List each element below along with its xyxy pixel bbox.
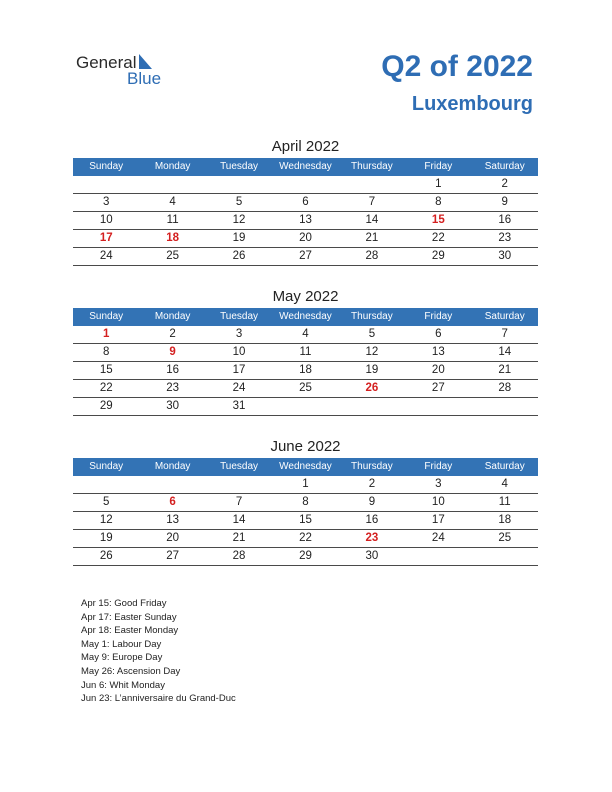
weekday-header: Wednesday (279, 461, 332, 472)
weekday-header: Monday (154, 161, 191, 172)
date-cell: 2 (501, 178, 508, 190)
date-cell: 7 (501, 328, 508, 340)
week-row (73, 248, 538, 266)
date-cell: 2 (368, 478, 376, 490)
month-title: May 2022 (272, 288, 339, 305)
date-cell: 20 (299, 232, 312, 244)
weekday-header-row (73, 158, 538, 176)
weekday-header: Friday (424, 311, 453, 322)
date-cell: 25 (498, 532, 512, 544)
date-cell: 8 (435, 196, 442, 208)
holiday-date-cell: 15 (431, 214, 445, 226)
date-cell: 23 (498, 232, 512, 244)
date-cell: 27 (166, 550, 180, 562)
date-cell: 18 (299, 364, 312, 376)
weekday-header-row (73, 308, 538, 326)
date-cell (339, 398, 405, 415)
date-cell: 4 (169, 196, 176, 208)
month-title: June 2022 (270, 438, 341, 455)
date-cell: 5 (368, 328, 376, 340)
date-cell (206, 176, 272, 193)
week-row (73, 326, 538, 344)
date-cell: 13 (166, 514, 180, 526)
date-cell: 11 (498, 496, 511, 508)
holiday-list-item: Apr 17: Easter Sunday (81, 611, 177, 623)
logo-general-text: General (76, 53, 137, 72)
week-row (73, 362, 538, 380)
date-cell (405, 548, 471, 565)
date-cell: 9 (368, 496, 376, 508)
month-calendar-june (73, 436, 538, 566)
weekday-header: Saturday (484, 461, 525, 472)
date-cell: 1 (435, 178, 442, 190)
holiday-list-item: May 26: Ascension Day (81, 665, 181, 677)
date-cell: 31 (232, 400, 246, 412)
weekday-header: Monday (154, 311, 191, 322)
date-cell: 11 (299, 346, 312, 358)
date-cell: 17 (431, 514, 445, 526)
date-cell: 6 (302, 196, 309, 208)
weekday-header: Thursday (351, 161, 393, 172)
date-cell: 2 (169, 328, 176, 340)
date-cell: 19 (365, 364, 379, 376)
holiday-date-cell: 23 (365, 532, 379, 544)
holiday-date-cell: 1 (103, 328, 110, 340)
week-row (73, 194, 538, 212)
date-cell: 10 (431, 496, 445, 508)
date-cell: 10 (232, 346, 246, 358)
date-cell: 6 (435, 328, 442, 340)
date-cell: 24 (99, 250, 113, 262)
date-cell: 19 (232, 232, 246, 244)
logo-blue-text: Blue (127, 69, 162, 88)
month-title: April 2022 (271, 138, 340, 155)
holiday-list-item: May 9: Europe Day (81, 652, 163, 664)
date-cell: 27 (299, 250, 312, 262)
date-cell: 22 (99, 382, 113, 394)
date-cell: 21 (365, 232, 379, 244)
date-cell (272, 176, 338, 193)
weekday-header: Sunday (89, 161, 124, 172)
week-row (73, 530, 538, 548)
week-row (73, 398, 538, 416)
date-cell: 10 (99, 214, 113, 226)
date-cell: 16 (498, 214, 512, 226)
date-cell (472, 548, 538, 565)
weekday-header: Wednesday (279, 161, 332, 172)
date-cell: 3 (235, 328, 243, 340)
date-cell: 29 (299, 550, 312, 562)
date-cell: 11 (166, 214, 179, 226)
date-cell: 5 (235, 196, 243, 208)
date-cell: 22 (431, 232, 445, 244)
date-cell (339, 176, 405, 193)
date-cell: 3 (103, 196, 110, 208)
week-row (73, 176, 538, 194)
date-cell (73, 476, 139, 493)
date-cell: 12 (365, 346, 379, 358)
holiday-list-item: May 1: Labour Day (81, 638, 162, 650)
date-cell: 12 (232, 214, 246, 226)
date-cell: 14 (232, 514, 246, 526)
holiday-date-cell: 17 (99, 232, 113, 244)
holiday-date-cell: 9 (169, 346, 176, 358)
weekday-header: Thursday (351, 311, 393, 322)
weekday-header: Sunday (89, 461, 124, 472)
date-cell: 20 (431, 364, 445, 376)
date-cell (405, 398, 471, 415)
date-cell: 28 (498, 382, 512, 394)
date-cell: 29 (431, 250, 445, 262)
date-cell: 30 (166, 400, 180, 412)
date-cell: 12 (99, 514, 113, 526)
weekday-header: Saturday (484, 311, 525, 322)
holiday-date-cell: 18 (166, 232, 180, 244)
weekday-header-row (73, 458, 538, 476)
logo-triangle-icon (139, 54, 152, 69)
date-cell: 19 (99, 532, 113, 544)
date-cell: 18 (498, 514, 512, 526)
weekday-header: Wednesday (279, 311, 332, 322)
holiday-list-item: Jun 6: Whit Monday (81, 679, 165, 691)
country-title: Luxembourg (411, 93, 533, 115)
date-cell: 25 (299, 382, 312, 394)
date-cell: 5 (103, 496, 110, 508)
date-cell (472, 398, 538, 415)
date-cell: 21 (498, 364, 512, 376)
weekday-header: Thursday (351, 461, 393, 472)
holiday-date-cell: 26 (365, 382, 379, 394)
date-cell (139, 476, 205, 493)
date-cell (206, 476, 272, 493)
date-cell: 15 (99, 364, 113, 376)
week-row (73, 212, 538, 230)
month-calendar-april (73, 136, 538, 266)
week-row (73, 380, 538, 398)
weekday-header: Tuesday (220, 161, 259, 172)
date-cell: 16 (365, 514, 379, 526)
date-cell: 21 (232, 532, 246, 544)
date-cell: 14 (498, 346, 512, 358)
date-cell: 27 (431, 382, 445, 394)
holiday-list-item: Apr 15: Good Friday (81, 598, 167, 609)
date-cell: 28 (365, 250, 379, 262)
date-cell (139, 176, 205, 193)
month-calendar-may (73, 286, 538, 416)
page-title: Q2 of 2022 (381, 50, 533, 83)
holiday-list-item: Apr 18: Easter Monday (81, 625, 179, 637)
holiday-list (81, 597, 236, 706)
date-cell: 22 (299, 532, 312, 544)
week-row (73, 494, 538, 512)
date-cell: 9 (501, 196, 508, 208)
holiday-date-cell: 6 (169, 496, 176, 508)
date-cell: 30 (498, 250, 512, 262)
weekday-header: Tuesday (220, 311, 259, 322)
weekday-header: Tuesday (220, 461, 259, 472)
week-row (73, 512, 538, 530)
week-row (73, 344, 538, 362)
date-cell: 30 (365, 550, 379, 562)
date-cell: 4 (302, 328, 309, 340)
date-cell: 1 (302, 478, 309, 490)
date-cell: 8 (103, 346, 110, 358)
holiday-list-item: Jun 23: L’anniversaire du Grand-Duc (81, 693, 236, 705)
weekday-header: Saturday (484, 161, 525, 172)
week-row (73, 548, 538, 566)
weekday-header: Friday (424, 161, 453, 172)
week-row (73, 476, 538, 494)
date-cell: 14 (365, 214, 379, 226)
week-row (73, 230, 538, 248)
date-cell: 16 (166, 364, 180, 376)
date-cell: 26 (232, 250, 246, 262)
date-cell: 4 (501, 478, 508, 490)
date-cell: 3 (435, 478, 442, 490)
date-cell: 26 (99, 550, 113, 562)
date-cell: 25 (166, 250, 180, 262)
weekday-header: Sunday (89, 311, 124, 322)
date-cell: 13 (299, 214, 312, 226)
date-cell (73, 176, 139, 193)
date-cell: 8 (302, 496, 309, 508)
date-cell: 17 (232, 364, 246, 376)
date-cell: 24 (431, 532, 445, 544)
date-cell: 28 (232, 550, 246, 562)
brand-logo (76, 53, 176, 89)
weekday-header: Monday (154, 461, 191, 472)
date-cell: 7 (235, 496, 243, 508)
date-cell (272, 398, 338, 415)
date-cell: 23 (166, 382, 180, 394)
date-cell: 7 (368, 196, 376, 208)
date-cell: 20 (166, 532, 180, 544)
date-cell: 29 (99, 400, 113, 412)
date-cell: 13 (431, 346, 445, 358)
date-cell: 15 (299, 514, 312, 526)
date-cell: 24 (232, 382, 246, 394)
weekday-header: Friday (424, 461, 453, 472)
